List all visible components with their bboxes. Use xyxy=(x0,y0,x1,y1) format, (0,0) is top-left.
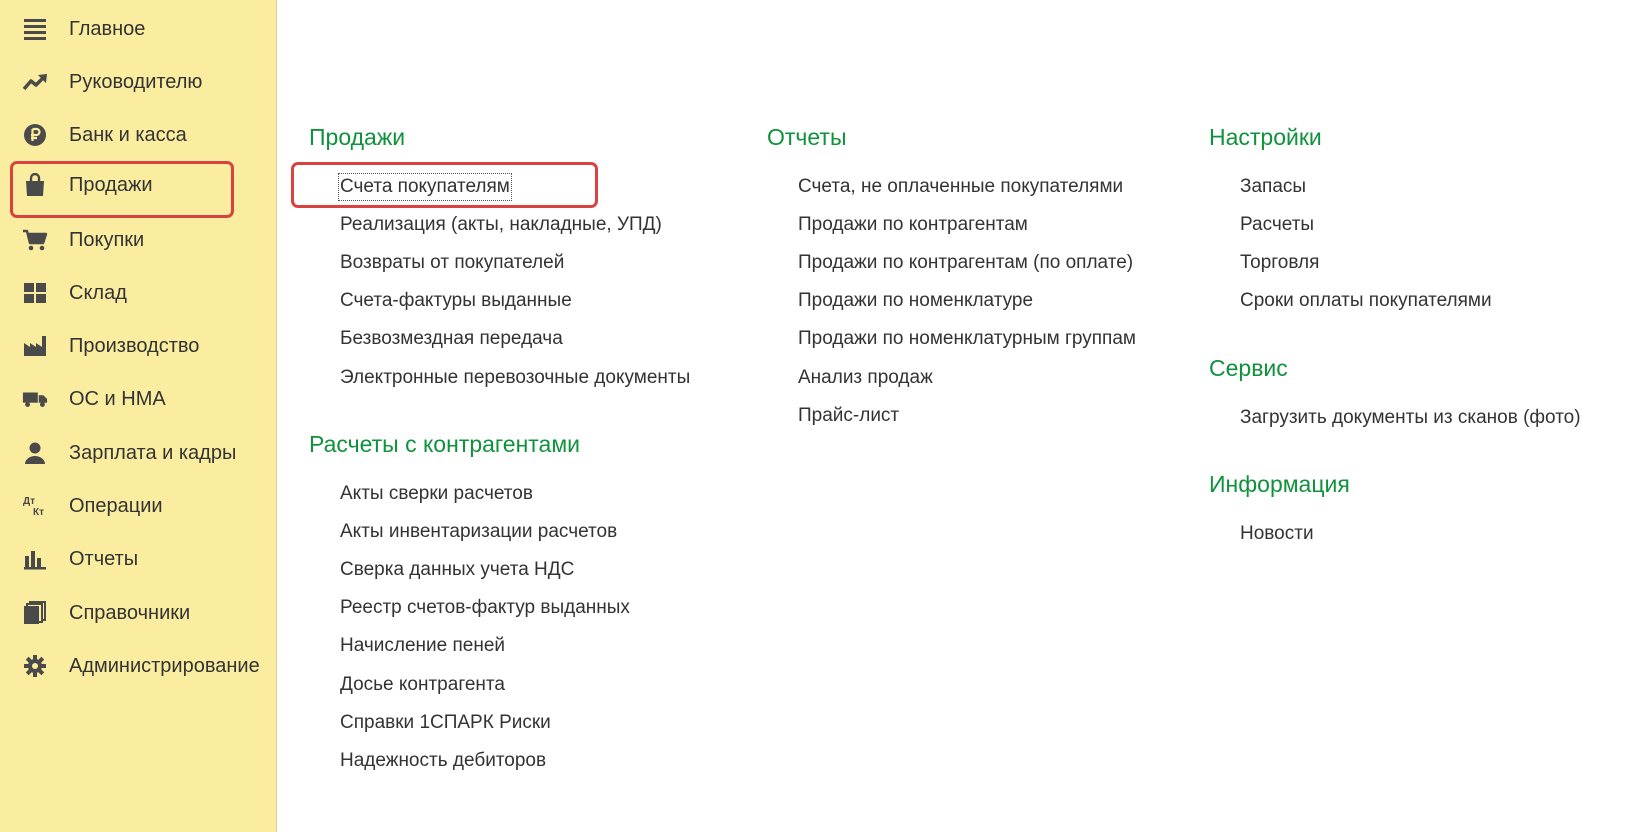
link-trade[interactable]: Торговля xyxy=(1240,252,1320,273)
trend-up-icon xyxy=(22,69,48,95)
sidebar-item-label: Операции xyxy=(69,494,163,517)
sidebar-item-label: Руководителю xyxy=(69,70,203,93)
section-title-settings: Настройки xyxy=(1209,124,1322,150)
section-title-reports: Отчеты xyxy=(767,124,847,150)
sidebar-item-label: Производство xyxy=(69,334,200,357)
sidebar-item-label: Отчеты xyxy=(69,547,139,570)
sidebar-item-purchases[interactable] xyxy=(0,214,276,266)
sidebar-item-label: Справочники xyxy=(69,601,191,624)
link-sales-by-nomenclature-groups[interactable]: Продажи по номенклатурным группам xyxy=(798,328,1136,349)
link-spark-risks[interactable]: Справки 1СПАРК Риски xyxy=(340,712,551,733)
ruble-coin-icon xyxy=(22,122,48,148)
shopping-bag-icon xyxy=(22,172,48,198)
link-payment-terms[interactable]: Сроки оплаты покупателями xyxy=(1240,290,1492,311)
link-customer-returns[interactable]: Возвраты от покупателей xyxy=(340,252,565,273)
sidebar-item-label: ОС и НМА xyxy=(69,387,166,410)
link-counterparty-dossier[interactable]: Досье контрагента xyxy=(340,674,505,695)
link-debtor-reliability[interactable]: Надежность дебиторов xyxy=(340,750,547,771)
shopping-cart-icon xyxy=(22,227,48,253)
sidebar-item-warehouse[interactable] xyxy=(0,267,276,319)
section-title-info: Информация xyxy=(1209,471,1350,497)
person-icon xyxy=(22,440,48,466)
gear-icon xyxy=(22,653,48,679)
debit-glyph: Дт xyxy=(23,496,36,507)
link-reconciliation-acts[interactable]: Акты сверки расчетов xyxy=(340,483,533,504)
sidebar-item-label: Склад xyxy=(69,281,127,304)
sidebar-item-bank[interactable] xyxy=(0,109,276,161)
sidebar-item-main[interactable] xyxy=(0,3,276,55)
factory-icon xyxy=(22,333,48,359)
link-stocks[interactable]: Запасы xyxy=(1240,176,1307,197)
books-icon xyxy=(22,600,48,626)
sidebar-item-label: Администрирование xyxy=(69,654,260,677)
link-vat-reconciliation[interactable]: Сверка данных учета НДС xyxy=(340,559,575,580)
link-electronic-transport-docs[interactable]: Электронные перевозочные документы xyxy=(340,367,691,388)
sidebar-item-reports[interactable] xyxy=(0,533,276,585)
link-sales-by-counterparty-payment[interactable]: Продажи по контрагентам (по оплате) xyxy=(798,252,1134,273)
credit-glyph: Кт xyxy=(33,507,45,518)
sidebar-item-sales[interactable] xyxy=(0,159,276,211)
link-issued-invoices[interactable]: Счета-фактуры выданные xyxy=(340,290,572,311)
link-price-list[interactable]: Прайс-лист xyxy=(798,405,900,426)
section-title-service: Сервис xyxy=(1209,355,1288,381)
link-unpaid-invoices[interactable]: Счета, не оплаченные покупателями xyxy=(798,176,1124,197)
sidebar-item-fixed-assets[interactable] xyxy=(0,373,276,425)
link-sales-by-nomenclature[interactable]: Продажи по номенклатуре xyxy=(798,290,1034,311)
sidebar-item-label: Продажи xyxy=(69,173,153,196)
menu-lines-icon xyxy=(22,16,48,42)
debit-credit-icon xyxy=(22,493,48,519)
sidebar-item-label: Главное xyxy=(69,17,146,40)
bar-chart-icon xyxy=(22,546,48,572)
link-sales-realization[interactable]: Реализация (акты, накладные, УПД) xyxy=(340,214,662,235)
sidebar-item-operations[interactable] xyxy=(0,480,276,532)
link-news[interactable]: Новости xyxy=(1240,523,1314,544)
sidebar-item-label: Покупки xyxy=(69,228,145,251)
link-invoice-register[interactable]: Реестр счетов-фактур выданных xyxy=(340,597,630,618)
truck-icon xyxy=(22,386,48,412)
link-settlements-settings[interactable]: Расчеты xyxy=(1240,214,1315,235)
sidebar-item-label: Банк и касса xyxy=(69,123,187,146)
sidebar-item-label: Зарплата и кадры xyxy=(69,441,237,464)
sidebar-item-salary[interactable] xyxy=(0,427,276,479)
link-sales-analysis[interactable]: Анализ продаж xyxy=(798,367,933,388)
link-free-transfer[interactable]: Безвозмездная передача xyxy=(340,328,563,349)
link-sales-by-counterparty[interactable]: Продажи по контрагентам xyxy=(798,214,1028,235)
sidebar-item-production[interactable] xyxy=(0,320,276,372)
link-penalty-accrual[interactable]: Начисление пеней xyxy=(340,635,506,656)
sidebar-item-administration[interactable] xyxy=(0,640,276,692)
link-load-from-scans[interactable]: Загрузить документы из сканов (фото) xyxy=(1240,407,1581,428)
sidebar-item-manager[interactable] xyxy=(0,56,276,108)
section-title-sales: Продажи xyxy=(309,124,406,150)
warehouse-grid-icon xyxy=(22,280,48,306)
link-customer-invoices[interactable]: Счета покупателям xyxy=(340,176,510,197)
link-inventory-acts[interactable]: Акты инвентаризации расчетов xyxy=(340,521,618,542)
section-title-settlements: Расчеты с контрагентами xyxy=(309,431,581,457)
sidebar xyxy=(0,0,277,832)
sidebar-item-directories[interactable] xyxy=(0,587,276,639)
